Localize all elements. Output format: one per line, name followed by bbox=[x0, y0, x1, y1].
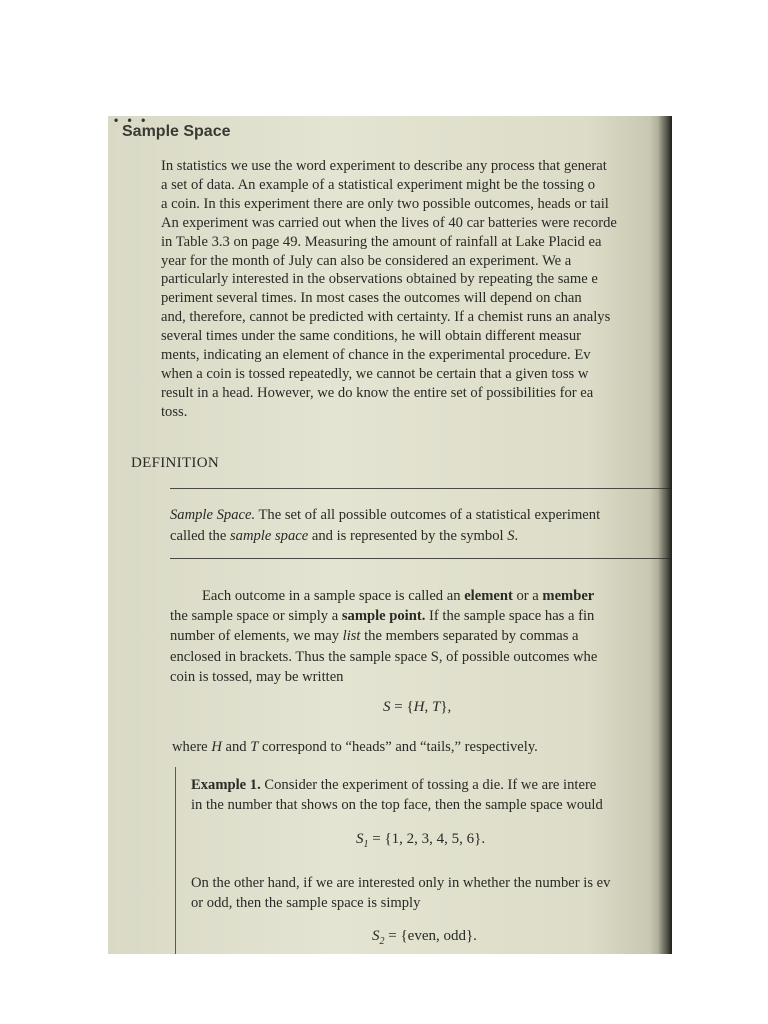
text-run: the members separated by commas a bbox=[360, 628, 579, 645]
book-page bbox=[108, 116, 672, 954]
math-symbol: H bbox=[413, 699, 425, 715]
bold-term: element bbox=[464, 588, 513, 604]
math-symbol: S bbox=[356, 831, 364, 847]
where-line bbox=[172, 739, 538, 756]
sample-space-equation bbox=[383, 699, 451, 716]
bold-term: member bbox=[542, 588, 595, 604]
example-sidebar-rule bbox=[175, 767, 176, 954]
math-operator: = { bbox=[390, 699, 414, 715]
text-run: where bbox=[172, 739, 212, 755]
definition-box bbox=[170, 505, 672, 547]
text-run: or a bbox=[512, 588, 543, 604]
math-expression: = {1, 2, 3, 4, 5, 6}. bbox=[368, 831, 486, 847]
emphasis: list bbox=[342, 628, 361, 645]
text-line: and, therefore, cannot be predicted with certainty. If a chemist runs an analys bbox=[161, 309, 611, 326]
intro-paragraph bbox=[161, 157, 672, 422]
text-run: correspond to “heads” and “tails,” respectively. bbox=[258, 739, 538, 755]
bold-term: sample point. bbox=[341, 608, 426, 625]
text-line bbox=[170, 606, 672, 626]
text-line: periment several times. In most cases the outcomes will depend on chan bbox=[161, 290, 582, 307]
text-run: Consider the experiment of tossing a die. If we are intere bbox=[260, 777, 597, 793]
text-line bbox=[191, 775, 671, 795]
math-operator: }, bbox=[440, 699, 452, 715]
text-line: toss. bbox=[161, 403, 188, 420]
text-line: particularly interested in the observations obtained by repeating the same e bbox=[161, 271, 598, 288]
text-line bbox=[170, 586, 672, 606]
math-operator: , bbox=[424, 699, 433, 715]
text-run: and is represented by the symbol bbox=[308, 528, 508, 544]
text-run: . bbox=[514, 528, 519, 544]
text-line bbox=[170, 526, 672, 547]
text-line: or odd, then the sample space is simply bbox=[191, 895, 421, 911]
definition-heading: DEFINITION bbox=[131, 455, 219, 471]
math-symbol: H bbox=[211, 739, 222, 755]
divider bbox=[170, 488, 670, 489]
text-line bbox=[170, 505, 672, 526]
definition-term: Sample Space. bbox=[170, 507, 256, 523]
text-run: If the sample space has a fin bbox=[425, 608, 595, 625]
text-line: enclosed in brackets. Thus the sample space S, of possible outcomes whe bbox=[170, 648, 598, 665]
text-line: An experiment was carried out when the lives of 40 car batteries were recorde bbox=[161, 214, 617, 231]
math-subscript: 1 bbox=[363, 839, 369, 850]
math-subscript: 2 bbox=[379, 936, 385, 947]
section-title: Sample Space bbox=[122, 123, 231, 140]
text-run: called the bbox=[170, 528, 230, 544]
text-line: On the other hand, if we are interested only in whether the number is ev bbox=[191, 875, 611, 891]
math-symbol: T bbox=[250, 739, 259, 755]
text-line: when a coin is tossed repeatedly, we cannot be certain that a given toss w bbox=[161, 365, 589, 382]
text-line: In statistics we use the word experiment to describe any process that generat bbox=[161, 158, 607, 174]
emphasis: sample space bbox=[229, 528, 309, 544]
math-symbol: T bbox=[432, 699, 441, 715]
text-line: several times under the same conditions, he will obtain different measur bbox=[161, 328, 581, 345]
text-line: result in a head. However, we do know the entire set of possibilities for ea bbox=[161, 384, 594, 401]
text-line: in Table 3.3 on page 49. Measuring the amount of rainfall at Lake Placid ea bbox=[161, 233, 602, 250]
text-line bbox=[170, 626, 672, 646]
text-line: in the number that shows on the top face, then the sample space would bbox=[191, 797, 603, 813]
math-symbol: S bbox=[383, 699, 391, 715]
text-run: the sample space or simply a bbox=[170, 608, 342, 625]
even-odd-sample-space-equation bbox=[372, 928, 477, 947]
text-line: year for the month of July can also be considered an experiment. We a bbox=[161, 252, 572, 269]
example-1-continued bbox=[191, 873, 671, 913]
example-label: Example 1. bbox=[191, 777, 261, 793]
math-symbol: S bbox=[507, 528, 515, 544]
text-run: number of elements, we may bbox=[170, 628, 343, 645]
text-run: and bbox=[221, 739, 251, 755]
die-sample-space-equation bbox=[356, 831, 485, 850]
section-marker: • • • bbox=[114, 116, 149, 127]
text-run: The set of all possible outcomes of a statistical experiment bbox=[255, 507, 601, 523]
text-line: coin is tossed, may be written bbox=[170, 668, 344, 685]
math-expression: = {even, odd}. bbox=[384, 928, 477, 944]
text-line: a set of data. An example of a statistical experiment might be the tossing o bbox=[161, 176, 596, 193]
text-line: ments, indicating an element of chance in the experimental procedure. Ev bbox=[161, 347, 591, 364]
math-symbol: S bbox=[372, 928, 380, 944]
text-line: a coin. In this experiment there are only two possible outcomes, heads or tail bbox=[161, 195, 609, 212]
divider bbox=[170, 558, 670, 559]
element-paragraph bbox=[170, 586, 672, 687]
example-1 bbox=[191, 775, 671, 815]
page-gutter-shadow bbox=[658, 116, 672, 954]
text-run: Each outcome in a sample space is called an bbox=[202, 588, 465, 604]
